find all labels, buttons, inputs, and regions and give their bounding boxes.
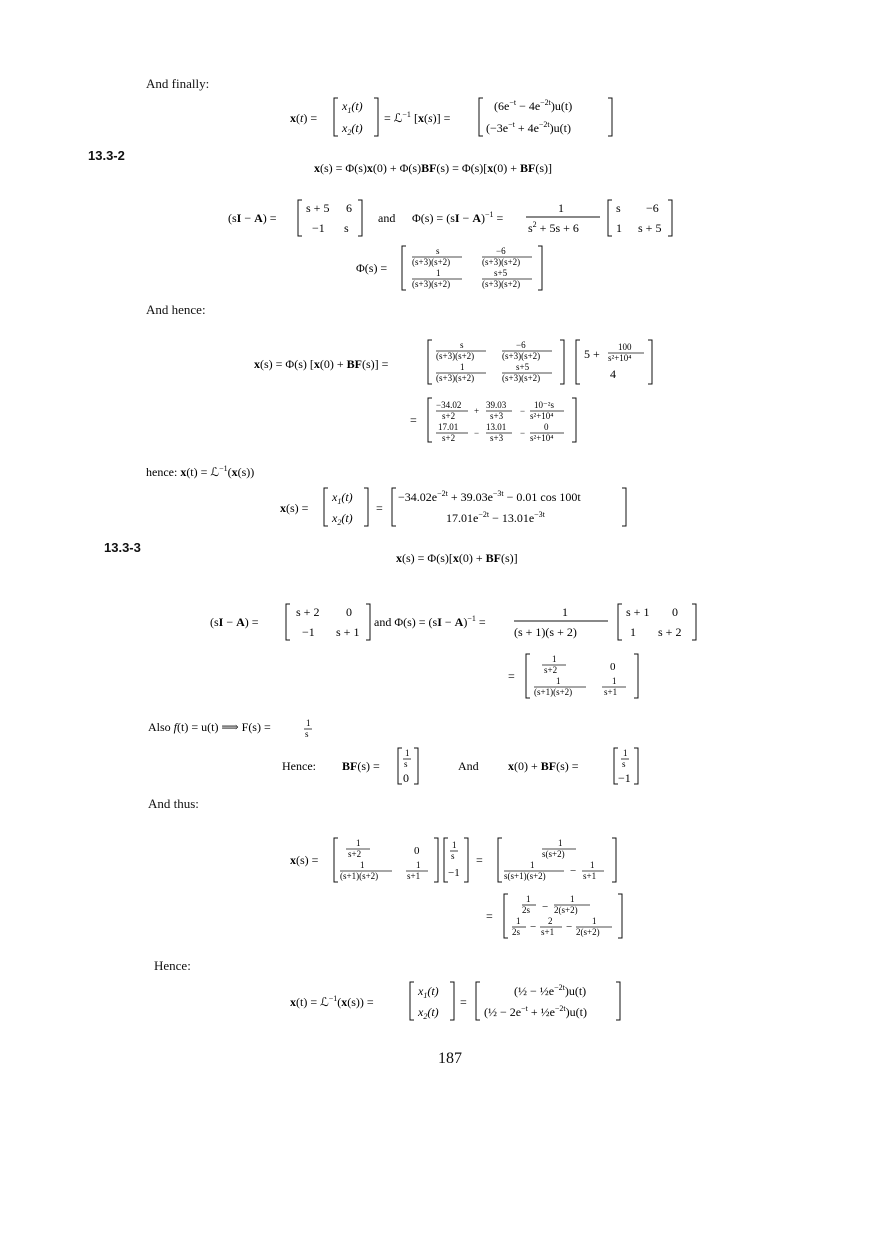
svg-text:1: 1 xyxy=(356,838,361,848)
svg-text:2: 2 xyxy=(548,916,553,926)
svg-text:x2(t): $x_2(t)$ xyxy=(332,511,353,527)
svg-text:x(s) = Φ(s) [x(0) + BF(s)] =: x(s) = Φ(s) [x(0) + BF(s)] = xyxy=(254,357,389,371)
svg-text:=: = xyxy=(508,669,515,683)
svg-text:hence: x(t) = ℒ−1(x(s)): hence: x(t) = ℒ$^{-1}$(x(s)) xyxy=(146,464,255,479)
svg-text:1: 1 xyxy=(306,718,311,728)
svg-text:1: 1 xyxy=(360,860,365,870)
svg-text:(s+3)(s+2): (s+3)(s+2) xyxy=(502,351,541,361)
svg-text:x(s) =: x(s) = xyxy=(290,853,319,867)
svg-text:s: s xyxy=(622,759,626,769)
and-finally-label: And finally: xyxy=(146,76,210,91)
svg-text:x2(t): $x_2(t)$ xyxy=(418,1005,439,1021)
svg-text:−: − xyxy=(566,921,573,933)
equation-xs-2a xyxy=(254,338,654,386)
svg-text:(s+1)(s+2): (s+1)(s+2) xyxy=(340,871,379,881)
svg-text:s(s+2): s(s+2) xyxy=(542,849,565,859)
svg-text:−1: −1 xyxy=(448,867,460,879)
svg-text:−6: −6 xyxy=(496,246,506,256)
svg-text:5 +: 5 + xyxy=(584,347,600,361)
svg-text:1: 1 xyxy=(623,748,628,758)
svg-text:+: + xyxy=(474,406,480,416)
svg-text:−1: −1 xyxy=(302,625,315,639)
svg-text:s+1: s+1 xyxy=(541,927,555,937)
svg-text:(sI − A) =: (sI − A) = xyxy=(210,615,259,629)
svg-text:s + 5: s + 5 xyxy=(306,201,330,215)
svg-text:1: 1 xyxy=(562,605,568,619)
svg-text:(½ − ½e−2t)u(t): (½ − $\frac{1}{2}e^{-2t})u(t)$ xyxy=(514,983,587,998)
svg-text:s + 1: s + 1 xyxy=(336,625,360,639)
svg-text:1: 1 xyxy=(460,362,465,372)
svg-text:and: and xyxy=(378,211,396,225)
svg-text:s: s xyxy=(404,759,408,769)
svg-text:x(s) = Φ(s)[x(0) + BF(s)]: x(s) = Φ(s)[x(0) + BF(s)] xyxy=(396,551,518,565)
svg-text:s + 5: s + 5 xyxy=(638,221,662,235)
svg-text:(s+1)(s+2): (s+1)(s+2) xyxy=(534,687,573,697)
svg-text:s+3: s+3 xyxy=(490,411,504,421)
svg-text:s: s xyxy=(460,340,464,350)
svg-text:1: 1 xyxy=(405,748,410,758)
svg-text:x1(t): $x_1(t)$ xyxy=(418,984,439,1000)
svg-text:2(s+2): 2(s+2) xyxy=(554,905,578,915)
svg-text:0: 0 xyxy=(610,661,616,673)
svg-text:(s+3)(s+2): (s+3)(s+2) xyxy=(436,373,475,383)
svg-text:1: 1 xyxy=(436,268,441,278)
svg-text:−: − xyxy=(520,428,526,438)
svg-text:=: = xyxy=(476,853,483,867)
svg-text:s: s xyxy=(451,851,455,861)
svg-text:x(t) = ℒ−1(x(s)) =: x(t) = ℒ$^{-1}$(x(s)) = xyxy=(290,994,374,1009)
svg-text:(½ − 2e−t + ½e−2t)u(t): (½ − $2e^{-t}$ + $\frac{1}{2}e^{-2t})u(t)$ xyxy=(484,1004,587,1019)
svg-text:0: 0 xyxy=(414,845,420,857)
svg-text:s + 2: s + 2 xyxy=(658,625,682,639)
svg-text:10⁻²s: 10⁻²s xyxy=(534,400,554,410)
svg-text:s2 + 5s + 6: $s^2 + 5s + 6$ xyxy=(528,220,579,235)
also-f-t-line xyxy=(148,716,348,738)
equation-phi-s-2 xyxy=(508,652,648,700)
svg-text:1: 1 xyxy=(590,860,595,870)
svg-text:−: − xyxy=(570,865,577,877)
svg-text:s: s xyxy=(616,201,621,215)
svg-text:s²+10⁴: s²+10⁴ xyxy=(608,353,632,363)
svg-text:(s+3)(s+2): (s+3)(s+2) xyxy=(482,279,521,289)
svg-text:1: 1 xyxy=(452,840,457,850)
svg-text:(6e−t − 4e−2t)u(t): $(6e^{-t} - 4e^{-2t})u(t)$ xyxy=(494,98,573,113)
svg-text:s(s+1)(s+2): s(s+1)(s+2) xyxy=(504,871,546,881)
svg-text:x1(t): $x_1(t)$ xyxy=(342,99,363,115)
svg-text:−: − xyxy=(530,921,537,933)
and-hence-label: And hence: xyxy=(146,302,206,317)
svg-text:−34.02: −34.02 xyxy=(436,400,462,410)
svg-text:x(0) + BF(s) =: x(0) + BF(s) = xyxy=(508,759,579,773)
svg-text:Hence:: Hence: xyxy=(282,759,316,773)
svg-text:−6: −6 xyxy=(646,201,659,215)
equation-xs-4 xyxy=(396,548,566,568)
svg-text:s²+10⁴: s²+10⁴ xyxy=(530,411,554,421)
svg-text:1: 1 xyxy=(612,676,617,686)
equation-xs-2b xyxy=(410,396,590,444)
equation-sI-minus-A-2 xyxy=(210,600,700,644)
equation-xs-state-solution-1 xyxy=(314,158,624,178)
equation-sI-minus-A-1 xyxy=(228,196,678,240)
section-13-3-2-heading: 13.3-2 xyxy=(88,148,125,163)
svg-text:x(s) = Φ(s)x(0) + Φ(s)BF(s) =: x(s) = Φ(s)x(0) + Φ(s)BF(s) = Φ(s)[x(0) + BF(s)] xyxy=(314,161,553,175)
and-thus-label: And thus: xyxy=(148,796,199,811)
svg-text:2(s+2): 2(s+2) xyxy=(576,927,600,937)
svg-text:(s+3)(s+2): (s+3)(s+2) xyxy=(482,257,521,267)
svg-text:=: = xyxy=(376,501,383,515)
svg-text:−1: −1 xyxy=(312,221,325,235)
svg-text:17.01e−2t − 13.01e−3t: $17.01e^{-2t} - 13.01e^{-3t}$ xyxy=(446,510,545,525)
svg-text:1: 1 xyxy=(592,916,597,926)
svg-text:1: 1 xyxy=(530,860,535,870)
svg-text:(−3e−t + 4e−2t)u(t): $(-3e^{-t} + 4e^{-2t})u(t)$ xyxy=(486,120,571,135)
svg-text:(s+3)(s+2): (s+3)(s+2) xyxy=(436,351,475,361)
svg-text:(s+3)(s+2): (s+3)(s+2) xyxy=(412,279,451,289)
svg-text:1: 1 xyxy=(570,894,575,904)
svg-text:1: 1 xyxy=(416,860,421,870)
svg-text:=: = xyxy=(486,909,493,923)
equation-xt-final xyxy=(290,978,630,1024)
equation-xs-3-time-domain xyxy=(280,484,630,530)
svg-text:s+1: s+1 xyxy=(407,871,421,881)
svg-text:x(s) =: x(s) = xyxy=(280,501,309,515)
svg-text:s: s xyxy=(436,246,440,256)
svg-text:s+2: s+2 xyxy=(442,411,456,421)
svg-text:1: 1 xyxy=(556,676,561,686)
svg-text:−: − xyxy=(542,901,549,913)
svg-text:0: 0 xyxy=(544,422,549,432)
svg-text:x2(t): $x_2(t)$ xyxy=(342,121,363,137)
svg-text:1: 1 xyxy=(526,894,531,904)
svg-text:1: 1 xyxy=(558,201,564,215)
svg-text:Φ(s) =: Φ(s) = xyxy=(356,261,388,275)
equation-xs-5a xyxy=(290,834,630,886)
svg-text:s+2: s+2 xyxy=(442,433,456,443)
svg-text:BF(s) =: BF(s) = xyxy=(342,759,380,773)
svg-text:s+2: s+2 xyxy=(348,849,362,859)
svg-text:−: − xyxy=(474,428,480,438)
svg-text:1: 1 xyxy=(552,654,557,664)
svg-text:0: 0 xyxy=(672,605,678,619)
svg-text:s+5: s+5 xyxy=(494,268,508,278)
svg-text:s+5: s+5 xyxy=(516,362,530,372)
svg-text:=: = xyxy=(460,995,467,1009)
page-number: 187 xyxy=(438,1050,462,1067)
svg-text:0: 0 xyxy=(346,605,352,619)
svg-text:17.01: 17.01 xyxy=(438,422,459,432)
svg-text:s+2: s+2 xyxy=(544,665,558,675)
svg-text:1: 1 xyxy=(630,625,636,639)
svg-text:Φ(s) = (sI − A)−1 =: Φ(s) = (sI − A)$^{-1}$ = xyxy=(412,210,504,225)
svg-text:= ℒ−1 [x(s)] =: = ℒ$^{-1}$ [x(s)] = xyxy=(384,110,451,125)
svg-text:and Φ(s) = (sI − A)−1 =: and Φ(s) = (sI − A)$^{-1}$ = xyxy=(374,614,486,629)
svg-text:And: And xyxy=(458,759,479,773)
svg-text:(s+3)(s+2): (s+3)(s+2) xyxy=(502,373,541,383)
equation-x-t-finally xyxy=(290,94,630,142)
svg-text:=: = xyxy=(410,413,417,427)
svg-text:2s: 2s xyxy=(522,905,531,915)
svg-text:x1(t): $x_1(t)$ xyxy=(332,490,353,506)
svg-text:s+3: s+3 xyxy=(490,433,504,443)
svg-text:s+1: s+1 xyxy=(604,687,618,697)
svg-text:(s + 1)(s + 2): (s + 1)(s + 2) xyxy=(514,625,577,639)
svg-text:6: 6 xyxy=(346,201,352,215)
svg-text:(s+3)(s+2): (s+3)(s+2) xyxy=(412,257,451,267)
svg-text:s²+10⁴: s²+10⁴ xyxy=(530,433,554,443)
hence-label-2: Hence: xyxy=(154,958,191,973)
svg-text:−6: −6 xyxy=(516,340,526,350)
svg-text:−: − xyxy=(520,406,526,416)
svg-text:s+1: s+1 xyxy=(583,871,597,881)
svg-text:−34.02e−2t + 39.03e−3t − 0.01: $-34.02e^{-2t} + 39.03e^{-3t} - 0.01$ cos 100t xyxy=(398,489,581,504)
hence-inverse-laplace-line xyxy=(146,462,326,482)
section-13-3-3-heading: 13.3-3 xyxy=(104,540,141,555)
svg-text:100: 100 xyxy=(618,342,632,352)
equation-xs-5b xyxy=(486,890,636,942)
svg-text:39.03: 39.03 xyxy=(486,400,507,410)
svg-text:s + 1: s + 1 xyxy=(626,605,650,619)
svg-text:s: s xyxy=(305,729,309,738)
svg-text:x(t) =: x(t) = xyxy=(290,111,318,125)
svg-text:1: 1 xyxy=(516,916,521,926)
equation-phi-s-1 xyxy=(356,244,556,292)
svg-text:4: 4 xyxy=(610,367,616,381)
svg-text:(sI − A) =: (sI − A) = xyxy=(228,211,277,225)
svg-text:2s: 2s xyxy=(512,927,521,937)
svg-text:Also f(t) = u(t) ⟹ F(s) =: Also f(t) = u(t) ⟹ F(s) = xyxy=(148,720,271,734)
equation-bf-and-x0-plus-bf xyxy=(282,744,652,788)
svg-text:13.01: 13.01 xyxy=(486,422,507,432)
svg-text:1: 1 xyxy=(558,838,563,848)
svg-text:−1: −1 xyxy=(618,771,631,785)
svg-text:0: 0 xyxy=(403,771,409,785)
svg-text:s + 2: s + 2 xyxy=(296,605,320,619)
svg-text:1: 1 xyxy=(616,221,622,235)
svg-text:s: s xyxy=(344,221,349,235)
